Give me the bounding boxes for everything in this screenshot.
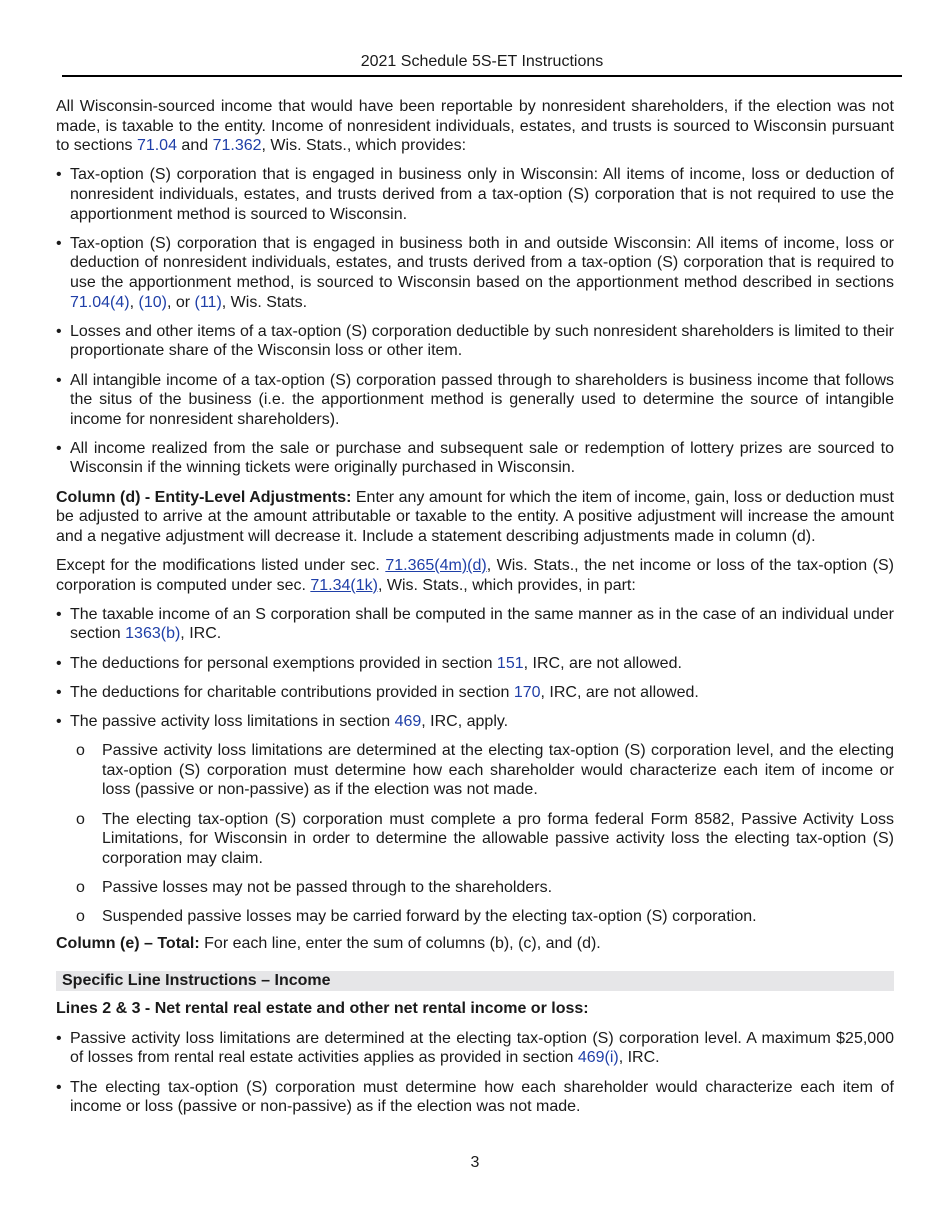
column-d-label: Column (d) - Entity-Level Adjustments: — [56, 488, 352, 506]
column-e-paragraph: Column (e) – Total: For each line, enter the sum of columns (b), (c), and (d). — [56, 934, 601, 952]
list-item: • Tax-option (S) corporation that is engaged in business both in and outside Wisconsin: All items of income, loss or deduction of nonresident individuals, estates, and trusts derived from a tax-option (S) corporation that is required to use the apportionment method, is sourced to Wisconsin based on the apportionment method described in sections 71.04(4), (10), or (11), Wis. Stats. — [56, 234, 894, 311]
list-item: • Passive activity loss limitations are determined at the electing tax-option (S) corporation level. A maximum $25,000 of losses from rental real estate activities applies as provided in section 469(i), IRC. — [56, 1029, 894, 1067]
column-e-label: Column (e) – Total: — [56, 934, 200, 952]
link-71-34-1k[interactable]: 71.34(1k) — [310, 576, 378, 594]
link-1363b[interactable]: 1363(b) — [125, 625, 181, 643]
list-item: • The electing tax-option (S) corporation must determine how each shareholder would characterize each item of income or loss (passive or non-passive) as if the election was not made. — [56, 1078, 894, 1116]
sub-list-item: o The electing tax-option (S) corporation must complete a pro forma federal Form 8582, Passive Activity Loss Limitations, for Wisconsin in order to determine the allowable passive activity loss the electing tax-option (S) corporation may claim. — [76, 810, 894, 867]
circle-bullet-icon: o — [76, 908, 85, 926]
sub-list-item: o Suspended passive losses may be carried forward by the electing tax-option (S) corporation. — [76, 908, 757, 926]
page-header-title: 2021 Schedule 5S-ET Instructions — [360, 53, 604, 70]
link-170[interactable]: 170 — [513, 683, 541, 701]
intro-paragraph: All Wisconsin-sourced income that would have been reportable by nonresident shareholders, if the election was not made, is taxable to the entity. Income of nonresident individuals, estates, and trusts is sourced to Wisconsin pursuant to sections 71.04 and 71.362, Wis. Stats., which provides: — [56, 98, 894, 155]
page-number: 3 — [470, 1154, 480, 1171]
circle-bullet-icon: o — [76, 878, 85, 896]
sub-list-item: o Passive activity loss limitations are determined at the electing tax-option (S) corporation level, and the electing tax-option (S) corporation must determine how each shareholder would characterize each item of income or loss (passive or non-passive) as if the election was not made. — [76, 742, 894, 799]
list-item: • The deductions for personal exemptions provided in section 151, IRC, are not allowed. — [56, 654, 682, 672]
circle-bullet-icon: o — [76, 742, 85, 760]
link-469[interactable]: 469 — [394, 712, 422, 730]
list-item: • All intangible income of a tax-option (S) corporation passed through to shareholders is business income that follows the situs of the business (i.e. the apportionment method is generally used to determine the source of intangible income for nonresident shareholders). — [56, 371, 894, 428]
sub-list-item: o Passive losses may not be passed through to the shareholders. — [76, 878, 553, 896]
link-11[interactable]: (11) — [194, 293, 222, 311]
header-rule — [62, 75, 902, 77]
column-d-paragraph: Column (d) - Entity-Level Adjustments: Enter any amount for which the item of income, gain, loss or deduction must be adjusted to arrive at the amount attributable or taxable to the entity. A positive adjustment will increase the amount and a negative adjustment will decrease it. Include a statement describing adjustments made in column (d). — [56, 488, 895, 545]
bullet-icon: • — [56, 371, 62, 389]
bullet-icon: • — [56, 1078, 62, 1096]
list-item: • The passive activity loss limitations in section 469, IRC, apply. — [56, 712, 509, 730]
list-item: • All income realized from the sale or purchase and subsequent sale or redemption of lottery prizes are sourced to Wisconsin if the winning tickets were originally purchased in Wisconsin. — [56, 439, 894, 477]
bullet-icon: • — [56, 322, 62, 340]
list-item: • The deductions for charitable contributions provided in section 170, IRC, are not allowed. — [56, 683, 699, 701]
bullet-icon: • — [56, 1029, 62, 1047]
bullet-icon: • — [56, 234, 62, 252]
link-469i[interactable]: 469(i) — [577, 1049, 619, 1067]
bullet-icon: • — [56, 166, 62, 184]
circle-bullet-icon: o — [76, 810, 85, 828]
link-71-362[interactable]: 71.362 — [212, 137, 262, 155]
bullet-icon: • — [56, 439, 62, 457]
document-body — [56, 97, 894, 1126]
section-heading-bar: Specific Line Instructions – Income — [56, 971, 894, 991]
link-71-04[interactable]: 71.04 — [136, 137, 177, 155]
link-71-04-4[interactable]: 71.04(4) — [70, 293, 130, 311]
list-item: • Tax-option (S) corporation that is engaged in business only in Wisconsin: All items of income, loss or deduction of nonresident individuals, estates, and trusts derived from a tax-option (S) corporation that is not required to use the apportionment method is sourced to Wisconsin. — [56, 166, 894, 223]
list-item: • The taxable income of an S corporation shall be computed in the same manner as in the case of an individual under section 1363(b), IRC. — [56, 605, 894, 643]
bullet-icon: • — [56, 605, 62, 623]
bullet-icon: • — [56, 712, 62, 730]
link-71-365-4m-d[interactable]: 71.365(4m)(d) — [385, 557, 487, 575]
link-10[interactable]: (10) — [138, 293, 167, 311]
except-paragraph: Except for the modifications listed under sec. 71.365(4m)(d), Wis. Stats., the net income or loss of the tax-option (S) corporation is computed under sec. 71.34(1k), Wis. Stats., which provides, in part: — [56, 557, 895, 594]
link-151[interactable]: 151 — [496, 654, 524, 672]
bullet-icon: • — [56, 683, 62, 701]
lines-2-3-heading: Lines 2 & 3 - Net rental real estate and other net rental income or loss: — [56, 1000, 589, 1018]
bullet-icon: • — [56, 654, 62, 672]
list-item: • Losses and other items of a tax-option (S) corporation deductible by such nonresident shareholders is limited to their proportionate share of the Wisconsin loss or other item. — [56, 322, 894, 360]
